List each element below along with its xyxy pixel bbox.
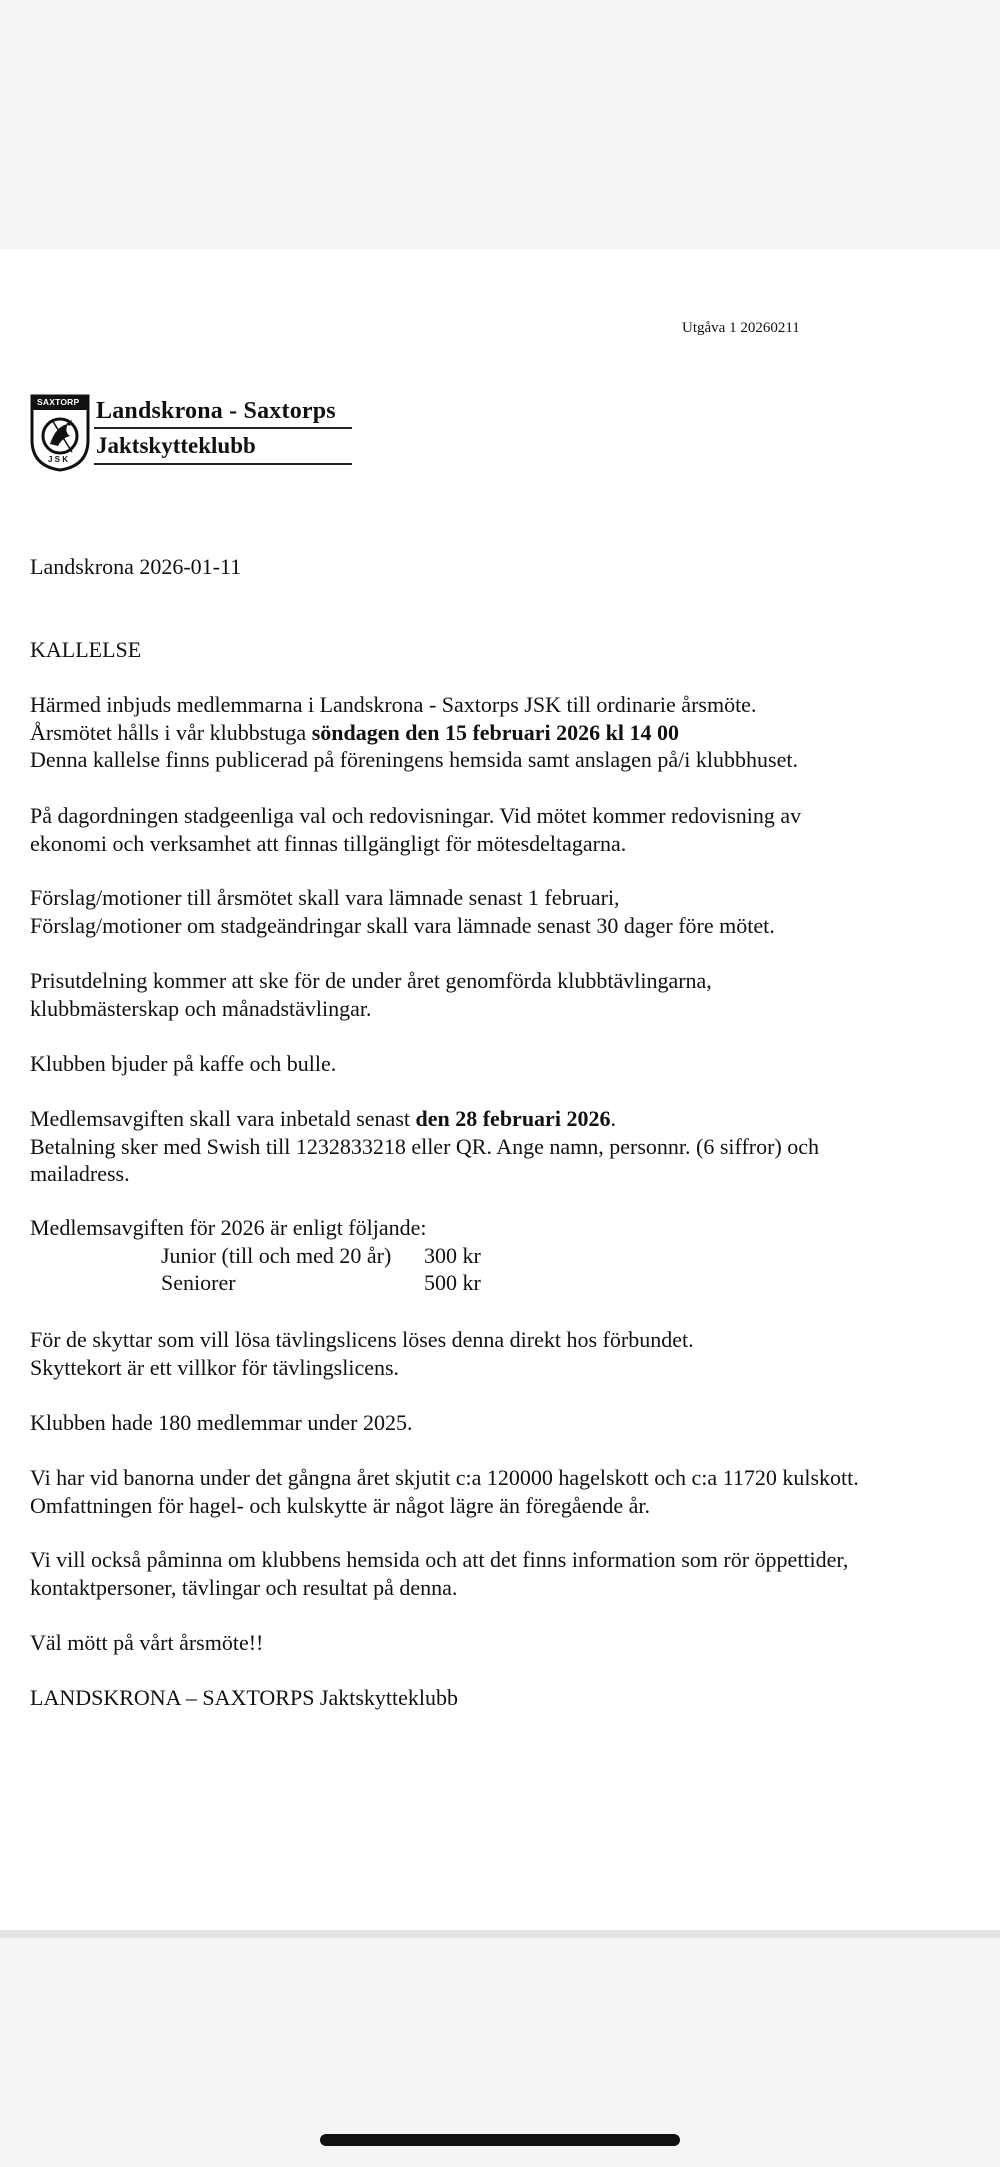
- payment-line: Betalning sker med Swish till 1232833218 eller QR. Ange namn, personnr. (6 siffror) och: [30, 1133, 820, 1159]
- logo-subtitle: Jaktskytteklubb: [96, 433, 256, 458]
- payment-prefix: Medlemsavgiften skall vara inbetald senast: [30, 1106, 416, 1131]
- license-line: Skyttekort är ett villkor för tävlingslicens.: [30, 1354, 400, 1380]
- document-page: [0, 250, 1000, 1930]
- badge-top-text: SAXTORP: [37, 397, 80, 407]
- prizes-line: Prisutdelning kommer att ske för de under året genomförda klubbtävlingarna,: [30, 968, 712, 993]
- motions-line: Förslag/motioner till årsmötet skall vara lämnade senast 1 februari,: [30, 885, 620, 910]
- website-line: kontaktpersoner, tävlingar och resultat på denna.: [30, 1574, 458, 1600]
- intro-line: Härmed inbjuds medlemmarna i Landskrona - Saxtorps JSK till ordinarie årsmöte.: [30, 692, 757, 717]
- payment-suffix: .: [610, 1106, 616, 1131]
- coffee-line: Klubben bjuder på kaffe och bulle.: [30, 1051, 337, 1076]
- fee-category: Junior (till och med 20 år): [161, 1242, 392, 1268]
- fee-row: [30, 1269, 544, 1297]
- website-line: Vi vill också påminna om klubbens hemsida och att det finns information som rör öppettider,: [30, 1547, 849, 1572]
- badge-bottom-text: J S K: [48, 455, 69, 464]
- fee-category: Seniorer: [161, 1270, 236, 1295]
- prizes-paragraph: [30, 967, 980, 1022]
- license-paragraph: [30, 1326, 980, 1381]
- agenda-line: ekonomi och verksamhet att finnas tillgängligt för mötesdeltagarna.: [30, 830, 627, 856]
- intro-line: Denna kallelse finns publicerad på föreningens hemsida samt anslagen på/i klubbhuset.: [30, 747, 798, 772]
- agenda-paragraph: [30, 802, 980, 857]
- fee-row: [30, 1242, 544, 1270]
- fee-amount: 300 kr: [424, 1242, 481, 1268]
- fees-section: [30, 1214, 544, 1297]
- prizes-line: klubbmästerskap och månadstävlingar.: [30, 995, 372, 1021]
- meeting-date: söndagen den 15 februari 2026 kl 14 00: [311, 719, 680, 745]
- fees-intro: Medlemsavgiften för 2026 är enligt följande:: [30, 1215, 427, 1240]
- logo-rule: [94, 427, 352, 429]
- shots-line: Omfattningen för hagel- och kulskytte är något lägre än föregående år.: [30, 1492, 651, 1518]
- top-margin: [0, 0, 1000, 250]
- club-logo: [28, 390, 353, 472]
- payment-deadline: den 28 februari 2026: [415, 1106, 611, 1131]
- date-line: Landskrona 2026-01-11: [30, 554, 242, 579]
- logo-title: Landskrona - Saxtorps: [96, 398, 336, 424]
- website-paragraph: [30, 1546, 980, 1601]
- home-indicator[interactable]: [320, 2134, 680, 2146]
- shots-paragraph: [30, 1464, 980, 1519]
- heading-kallelse: KALLELSE: [30, 637, 142, 662]
- bottom-margin: [0, 1930, 1000, 2167]
- meeting-time-line: [30, 719, 980, 747]
- edition-label: Utgåva 1 20260211: [682, 320, 800, 336]
- welcome-line: Väl mött på vårt årsmöte!!: [30, 1630, 264, 1655]
- payment-line: mailadress.: [30, 1161, 130, 1186]
- meeting-prefix: Årsmötet hålls i vår klubbstuga: [30, 719, 312, 745]
- agenda-line: På dagordningen stadgeenliga val och redovisningar. Vid mötet kommer redovisning av: [30, 803, 802, 828]
- motions-line: Förslag/motioner om stadgeändringar skall vara lämnade senast 30 dager före mötet.: [30, 912, 775, 938]
- motions-paragraph: [30, 884, 980, 939]
- shots-line: Vi har vid banorna under det gångna året skjutit c:a 120000 hagelskott och c:a 11720 kulskott.: [30, 1465, 859, 1490]
- logo-rule: [94, 463, 352, 465]
- signature-line: LANDSKRONA – SAXTORPS Jaktskytteklubb: [30, 1685, 459, 1710]
- payment-deadline-line: [30, 1105, 980, 1133]
- payment-paragraph: [30, 1105, 980, 1188]
- fee-amount: 500 kr: [424, 1270, 481, 1295]
- license-line: För de skyttar som vill lösa tävlingslicens löses denna direkt hos förbundet.: [30, 1327, 694, 1352]
- members-line: Klubben hade 180 medlemmar under 2025.: [30, 1410, 413, 1435]
- intro-paragraph: [30, 691, 980, 774]
